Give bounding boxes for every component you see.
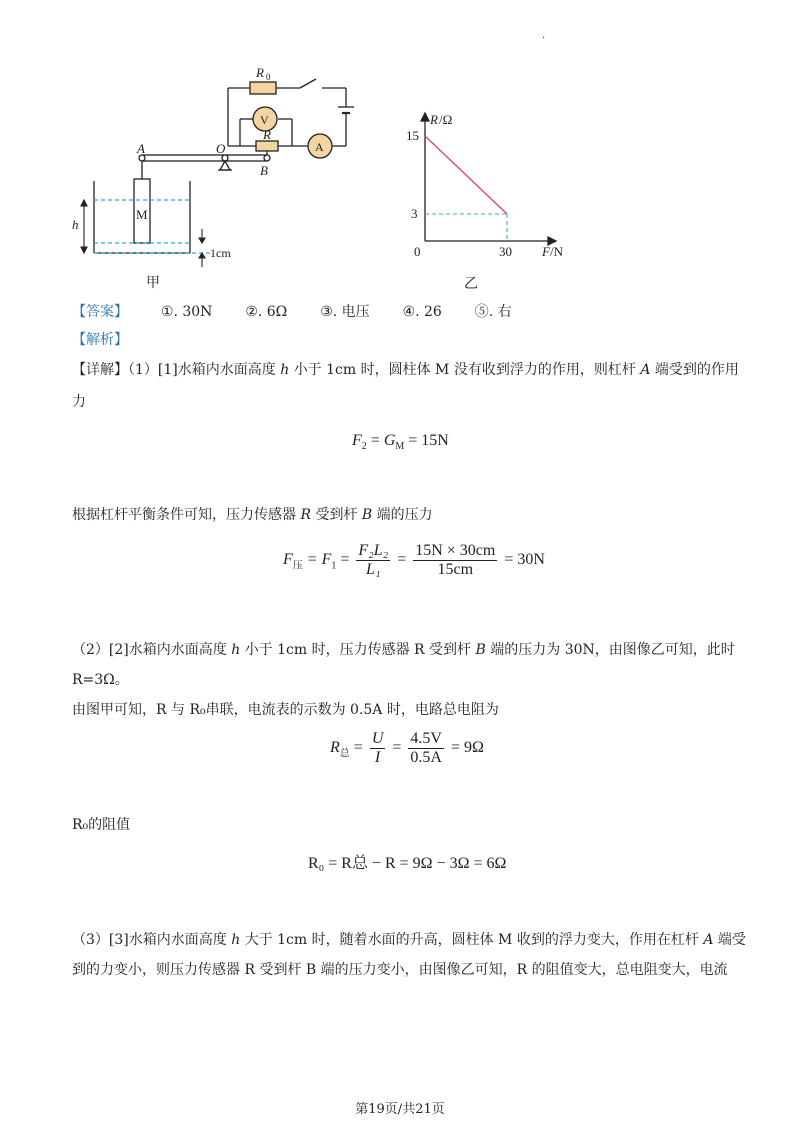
label-h: h	[72, 217, 79, 232]
label-v: V	[260, 113, 269, 127]
eq3-frac1: $\frac{U}{I}$	[371, 730, 384, 766]
eq1-eq: =	[370, 432, 380, 449]
eq1-g-sub: M	[395, 441, 405, 453]
eq3-frac2: $\frac{4.5V}{0.5A}$	[410, 730, 442, 766]
detail-p5: R₀的阻值	[72, 817, 131, 833]
detail-p1-h: h	[280, 362, 290, 378]
detail-p2-a: 根据杠杆平衡条件可知，压力传感器	[72, 507, 296, 523]
detail-p1-A: A	[640, 362, 651, 378]
detail-p2-c: 端的压力	[376, 507, 433, 523]
detail-p6-h: h	[231, 932, 241, 948]
detail-p6-b: 大于 1cm 时，随着水面的升高，圆柱体 M 收到的浮力变大，作用在杠杆	[244, 932, 699, 948]
detail-p2-b: 受到杆	[315, 507, 358, 523]
resistor-r0	[250, 82, 276, 94]
detail-p6-A: A	[703, 932, 714, 948]
page-footer: 第19页/共21页	[355, 1102, 445, 1117]
detail-p1-b: 小于 1cm 时，圆柱体 M 没有收到浮力的作用，则杠杆	[293, 362, 636, 378]
detail-p3-B: B	[475, 642, 486, 658]
detail-p6	[72, 930, 746, 950]
equation-3	[330, 730, 484, 767]
eq2-eq1: =	[340, 551, 350, 569]
analysis-label: 【解析】	[72, 332, 128, 348]
eq3-r: R	[330, 739, 340, 757]
detail-p4: 由图甲可知，R 与 R₀串联，电流表的示数为 0.5A 时，电路总电阻为	[72, 702, 499, 718]
x-tick-30: 30	[499, 244, 512, 259]
detail-p6-c: 端受	[717, 932, 746, 948]
label-r0: R	[256, 65, 264, 80]
detail-p1-c: 端受到的作用	[654, 362, 739, 378]
eq2-rhs: = 30N	[504, 551, 545, 569]
detail-p2-B: B	[361, 507, 373, 523]
answer-item-3: ③. 电压	[320, 304, 370, 320]
equation-1	[352, 432, 449, 452]
y-axis-label: R	[430, 112, 438, 127]
x-tick-0: 0	[414, 244, 421, 259]
eq2-eq2: =	[397, 551, 407, 569]
detail-p2-R: R	[300, 507, 311, 523]
label-1cm: 1cm	[210, 246, 231, 260]
eq2-f-sub: 压	[292, 560, 303, 572]
detail-p1	[72, 360, 739, 380]
eq2-f1: = F	[306, 551, 332, 569]
eq2-frac1: $\frac{\text{F₂L₂}}{\text{L₁}}$	[358, 542, 389, 578]
detail-p3-a: （2）[2]水箱内水面高度	[72, 642, 227, 658]
eq1-g: G	[383, 432, 396, 449]
caption-jia: 甲	[146, 276, 160, 291]
eq1-rhs: = 15N	[408, 432, 449, 449]
answer-item-1: ①. 30N	[160, 304, 213, 320]
detail-label: 【详解】	[72, 362, 128, 378]
eq3-eq1: =	[353, 739, 363, 757]
detail-p2	[72, 505, 433, 525]
label-b: B	[260, 163, 268, 178]
corner-dot: .	[542, 30, 546, 41]
y-tick-15: 15	[406, 128, 419, 143]
figure-jia	[60, 55, 360, 295]
label-a: A	[137, 141, 145, 156]
eq2-frac2: $\frac{15N \times 30cm}{15cm}$	[415, 542, 496, 578]
answer-label: 【答案】	[72, 304, 128, 320]
y-tick-3: 3	[411, 206, 418, 221]
x-axis-unit: /N	[550, 244, 563, 259]
equation-2	[283, 542, 545, 579]
eq1-f: F	[352, 432, 362, 449]
answer-item-4: ④. 26	[402, 304, 442, 320]
detail-p3-b: 小于 1cm 时，压力传感器 R 受到杆	[244, 642, 472, 658]
label-o: O	[216, 141, 226, 156]
eq3-rhs: = 9Ω	[450, 739, 484, 757]
y-axis-unit: /Ω	[439, 112, 453, 127]
eq2-f1-sub: 1	[331, 560, 337, 572]
detail-p3-h: h	[231, 642, 241, 658]
eq3-r-sub: 总	[339, 748, 350, 760]
eq1-f-sub: 2	[361, 441, 367, 453]
detail-p3-line2: R=3Ω。	[72, 672, 129, 688]
detail-p6-a: （3）[3]水箱内水面高度	[72, 932, 227, 948]
resistor-r	[256, 141, 278, 151]
label-m: M	[136, 207, 148, 222]
answer-item-5: ⑤. 右	[474, 304, 512, 320]
figure-yi	[400, 108, 590, 293]
detail-p1-a: （1）[1]水箱内水面高度	[128, 362, 276, 378]
equation-4: R₀ = R总 − R = 9Ω − 3Ω = 6Ω	[308, 855, 507, 872]
detail-p3	[72, 640, 735, 660]
caption-yi: 乙	[464, 277, 478, 292]
x-axis-label: F	[542, 244, 550, 259]
label-r: R	[263, 127, 271, 142]
detail-p3-c: 端的压力为 30N，由图像乙可知，此时	[490, 642, 735, 658]
answer-row	[72, 302, 512, 322]
answer-item-2: ②. 6Ω	[245, 304, 288, 320]
detail-p6-line2: 到的力变小，则压力传感器 R 受到杆 B 端的压力变小，由图像乙可知，R 的阻值变大，总电阻变大，电流	[72, 962, 728, 978]
eq3-eq2: =	[392, 739, 402, 757]
graph-line	[425, 136, 507, 214]
detail-p1-line2: 力	[72, 394, 86, 410]
switch	[300, 79, 316, 88]
eq2-f: F	[283, 551, 293, 569]
label-ammeter: A	[315, 140, 324, 154]
label-r0-sub: 0	[266, 72, 271, 82]
